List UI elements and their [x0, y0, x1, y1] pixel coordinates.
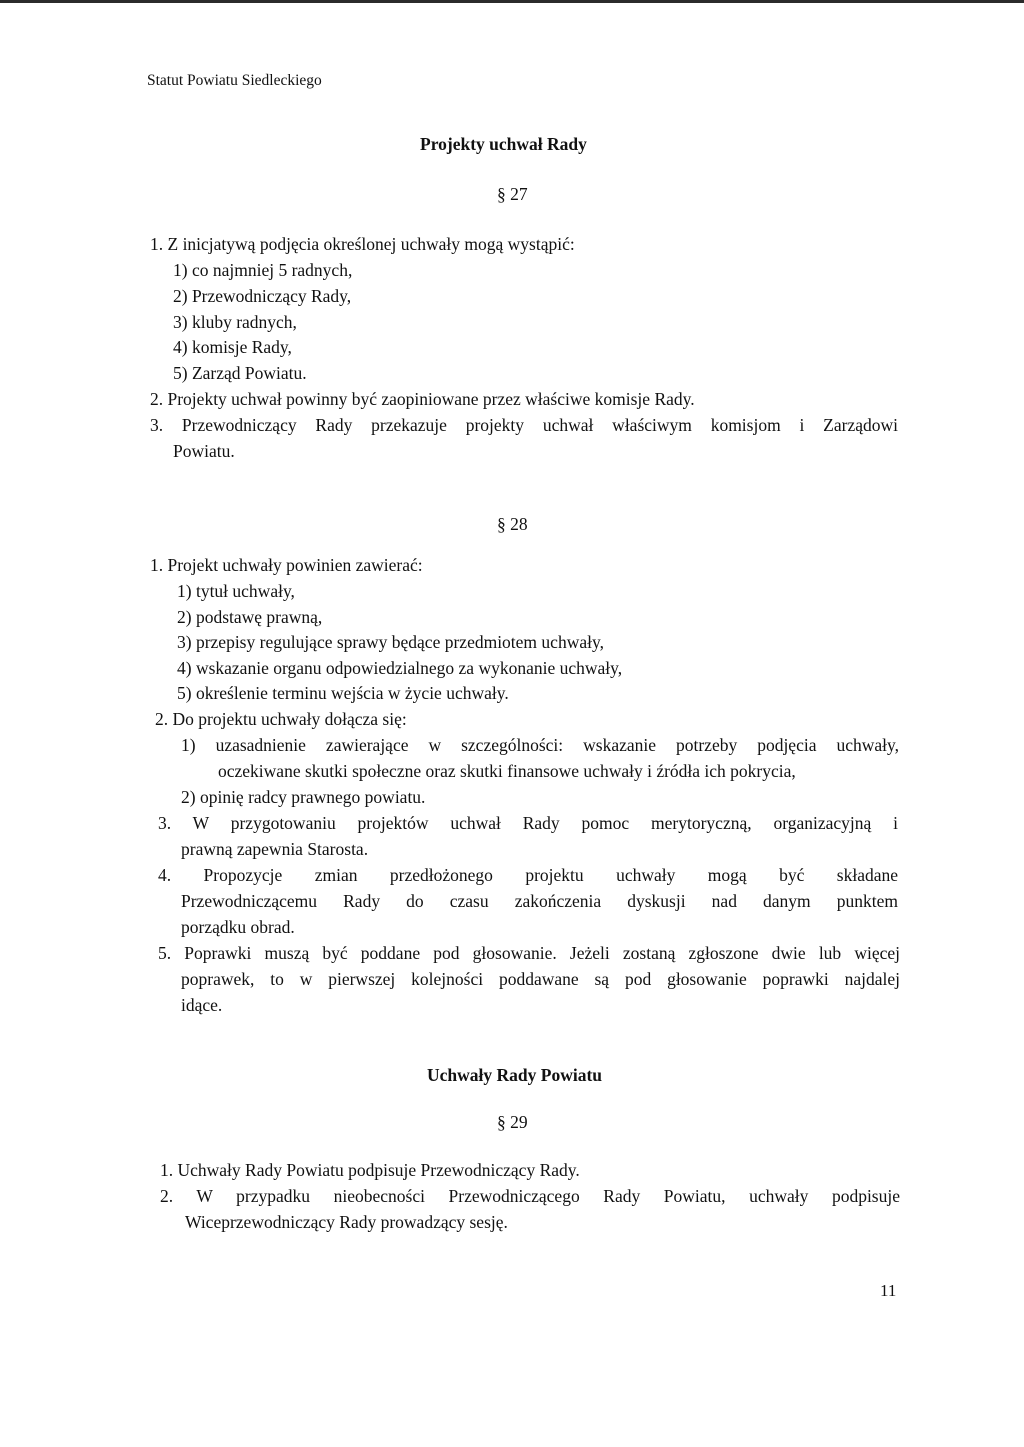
s27-point-2: 2. Projekty uchwał powinny być zaopiniowane przez właściwe komisje Rady.	[150, 389, 695, 409]
s27-point-3-line-2: Powiatu.	[173, 441, 235, 461]
s27-point-3-line-1: 3. Przewodniczący Rady przekazuje projekty uchwał właściwym komisjom i Zarządowi	[150, 415, 898, 435]
page-header: Statut Powiatu Siedleckiego	[147, 72, 322, 89]
paragraph-number-29: § 29	[497, 1112, 528, 1132]
s27-point-1: 1. Z inicjatywą podjęcia określonej uchwały mogą wystąpić:	[150, 234, 575, 254]
section-heading-uchwaly: Uchwały Rady Powiatu	[427, 1065, 603, 1085]
s28-point-3-line-1: 3. W przygotowaniu projektów uchwał Rady pomoc merytoryczną, organizacyjną i	[158, 813, 898, 833]
s28-point-5-line-1: 5. Poprawki muszą być poddane pod głosowanie. Jeżeli zostaną zgłoszone dwie lub więcej	[158, 943, 900, 963]
s28-point-1-item-1: 1) tytuł uchwały,	[177, 581, 295, 601]
s28-point-2-item-1-line-1: 1) uzasadnienie zawierające w szczególności: wskazanie potrzeby podjęcia uchwały,	[181, 735, 899, 755]
s28-point-5-line-2: poprawek, to w pierwszej kolejności poddawane są pod głosowanie poprawki najdalej	[181, 969, 900, 989]
s28-point-3-line-2: prawną zapewnia Starosta.	[181, 839, 369, 859]
s28-point-1-item-2: 2) podstawę prawną,	[177, 607, 323, 627]
s28-point-2-item-1-line-2: oczekiwane skutki społeczne oraz skutki finansowe uchwały i źródła ich pokrycia,	[218, 761, 796, 781]
s28-point-5-line-3: idące.	[181, 995, 223, 1015]
s28-point-4-line-1: 4. Propozycje zmian przedłożonego projektu uchwały mogą być składane	[158, 865, 898, 885]
s28-point-4-line-3: porządku obrad.	[181, 917, 295, 937]
s29-point-2-line-2: Wiceprzewodniczący Rady prowadzący sesję.	[185, 1212, 508, 1232]
s28-point-2-item-2: 2) opinię radcy prawnego powiatu.	[181, 787, 426, 807]
paragraph-number-28: § 28	[497, 514, 528, 534]
s28-point-1-item-4: 4) wskazanie organu odpowiedzialnego za wykonanie uchwały,	[177, 658, 623, 678]
s29-point-2-line-1: 2. W przypadku nieobecności Przewodniczącego Rady Powiatu, uchwały podpisuje	[160, 1186, 900, 1206]
s28-point-4-line-2: Przewodniczącemu Rady do czasu zakończenia dyskusji nad danym punktem	[181, 891, 898, 911]
scan-top-edge	[0, 0, 1024, 3]
s28-point-1: 1. Projekt uchwały powinien zawierać:	[150, 555, 423, 575]
s28-point-1-item-5: 5) określenie terminu wejścia w życie uchwały.	[177, 683, 509, 703]
s27-point-1-item-4: 4) komisje Rady,	[173, 337, 292, 357]
s27-point-1-item-2: 2) Przewodniczący Rady,	[173, 286, 352, 306]
s29-point-1: 1. Uchwały Rady Powiatu podpisuje Przewodniczący Rady.	[160, 1160, 580, 1180]
s27-point-1-item-1: 1) co najmniej 5 radnych,	[173, 260, 353, 280]
s27-point-1-item-3: 3) kluby radnych,	[173, 312, 297, 332]
s28-point-1-item-3: 3) przepisy regulujące sprawy będące przedmiotem uchwały,	[177, 632, 604, 652]
s28-point-2: 2. Do projektu uchwały dołącza się:	[155, 709, 407, 729]
paragraph-number-27: § 27	[497, 184, 528, 204]
section-heading-projekty: Projekty uchwał Rady	[420, 134, 587, 154]
page-number: 11	[880, 1281, 897, 1300]
s27-point-1-item-5: 5) Zarząd Powiatu.	[173, 363, 307, 383]
